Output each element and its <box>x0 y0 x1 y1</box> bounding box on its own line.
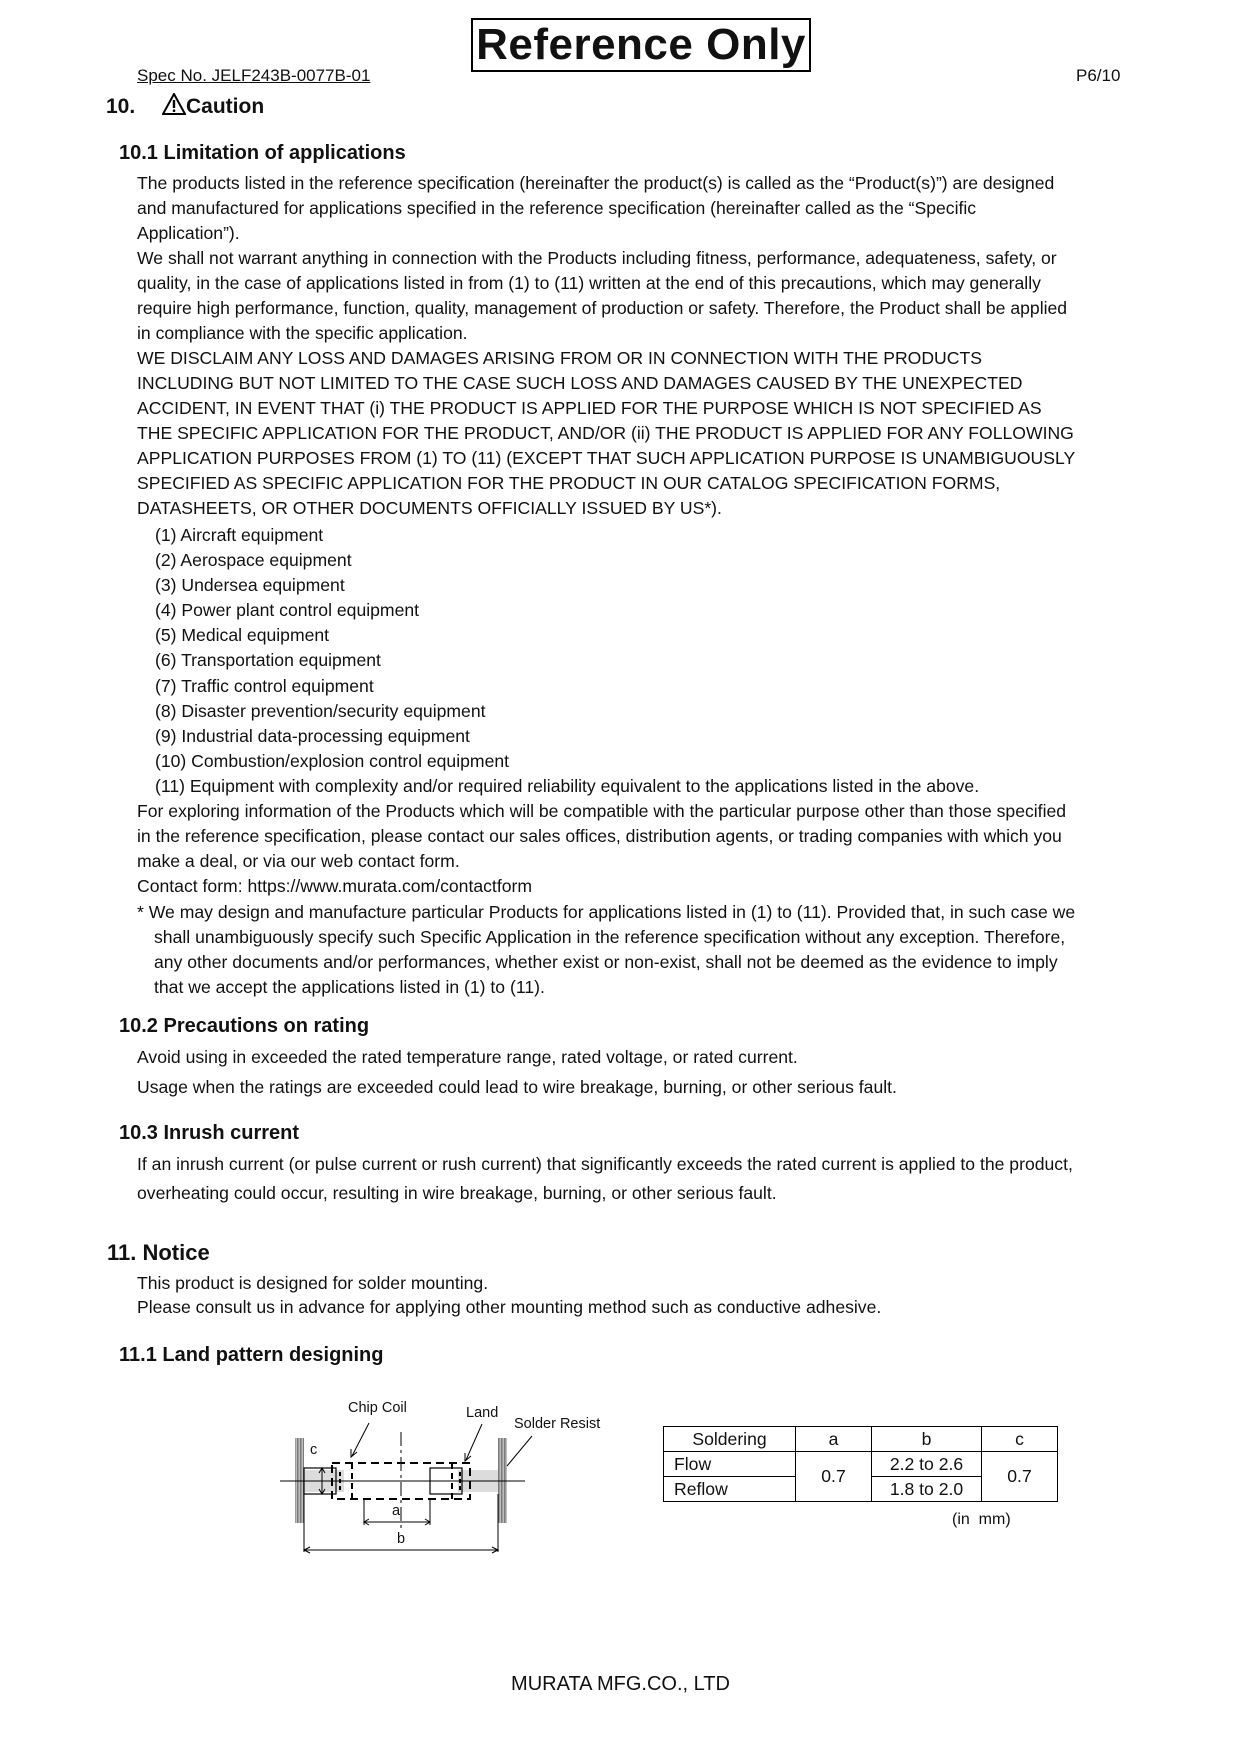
contact-paragraph <box>137 799 1066 899</box>
footnote-line: that we accept the applications listed in (1) to (11). <box>154 977 545 997</box>
paragraph-line: We shall not warrant anything in connection with the Products including fitness, performance, adequateness, safety, or <box>137 248 1057 268</box>
paragraph-line: SPECIFIED AS SPECIFIC APPLICATION FOR THE PRODUCT IN OUR CATALOG SPECIFICATION FORMS, <box>137 473 1001 493</box>
land-label: Land <box>466 1405 499 1421</box>
footnote-line: shall unambiguously specify such Specific Application in the reference specification without any exception. Therefore, <box>154 927 1066 947</box>
table-cell: 0.7 <box>796 1452 872 1502</box>
paragraph-line: in compliance with the specific application. <box>137 323 468 343</box>
section-11-line: Please consult us in advance for applying other mounting method such as conductive adhesive. <box>137 1297 882 1317</box>
section-11-title: 11. Notice <box>107 1240 210 1265</box>
section-11-1-title: 11.1 Land pattern designing <box>119 1344 384 1366</box>
paragraph-line: DATASHEETS, OR OTHER DOCUMENTS OFFICIALLY ISSUED BY US*). <box>137 498 722 518</box>
application-list <box>155 523 979 799</box>
company-footer: MURATA MFG.CO., LTD <box>511 1673 730 1695</box>
unit-note: (in mm) <box>952 1511 1011 1528</box>
footnote <box>137 900 1075 1000</box>
paragraph-line: quality, in the case of applications listed in from (1) to (11) written at the end of this precautions, which may generally <box>137 273 1041 293</box>
dimension-c-label: c <box>310 1442 318 1458</box>
section-10-2-line: Avoid using in exceeded the rated temperature range, rated voltage, or rated current. <box>137 1047 798 1067</box>
paragraph-line: require high performance, function, quality, management of production or safety. Therefore, the Product shall be applied <box>137 298 1068 318</box>
section-11-line: This product is designed for solder mounting. <box>137 1273 489 1293</box>
list-item: (5) Medical equipment <box>155 625 330 646</box>
paragraph-line: APPLICATION PURPOSES FROM (1) TO (11) (EXCEPT THAT SUCH APPLICATION PURPOSE IS UNAMBIGUOUSLY <box>137 448 1076 468</box>
list-item: (4) Power plant control equipment <box>155 600 420 621</box>
land-pattern-table <box>663 1426 1058 1502</box>
paragraph-line: The products listed in the reference specification (hereinafter the product(s) is called as the “Product(s)”) are designed <box>137 173 1055 193</box>
table-cell: 0.7 <box>982 1452 1058 1502</box>
dimension-b-label: b <box>397 1531 406 1547</box>
table-header: c <box>982 1427 1058 1452</box>
land-pattern-diagram <box>270 1400 630 1570</box>
paragraph-line: THE SPECIFIC APPLICATION FOR THE PRODUCT, AND/OR (ii) THE PRODUCT IS APPLIED FOR ANY FOLLOWING <box>137 423 1074 443</box>
table-cell: Flow <box>664 1452 796 1477</box>
paragraph-line: make a deal, or via our web contact form. <box>137 851 460 871</box>
table-header: b <box>872 1427 982 1452</box>
paragraph-line: and manufactured for applications specified in the reference specification (hereinafter called as the “Specific <box>137 198 977 218</box>
paragraph-line: WE DISCLAIM ANY LOSS AND DAMAGES ARISING FROM OR IN CONNECTION WITH THE PRODUCTS <box>137 348 982 368</box>
list-item: (6) Transportation equipment <box>155 650 381 671</box>
table-header-row <box>664 1427 1058 1452</box>
reference-only-stamp: Reference Only <box>471 18 811 72</box>
table-cell: 1.8 to 2.0 <box>872 1477 982 1502</box>
table-header: Soldering <box>664 1427 796 1452</box>
section-10-title: Caution <box>186 95 265 118</box>
section-10-1-title: 10.1 Limitation of applications <box>119 142 406 164</box>
section-10-2-title: 10.2 Precautions on rating <box>119 1015 370 1037</box>
table-cell: Reflow <box>664 1477 796 1502</box>
contact-form-link[interactable]: Contact form: https://www.murata.com/contactform <box>137 876 533 896</box>
section-10-1-body <box>137 171 1075 521</box>
list-item: (11) Equipment with complexity and/or required reliability equivalent to the applications listed in the above. <box>155 775 980 796</box>
paragraph-line: in the reference specification, please contact our sales offices, distribution agents, or trading companies with which you <box>137 826 1062 846</box>
list-item: (7) Traffic control equipment <box>155 675 374 696</box>
list-item: (2) Aerospace equipment <box>155 550 352 571</box>
table-cell: 2.2 to 2.6 <box>872 1452 982 1477</box>
section-10-number: 10. <box>106 95 136 118</box>
section-10-3-line: overheating could occur, resulting in wire breakage, burning, or other serious fault. <box>137 1183 777 1203</box>
list-item: (1) Aircraft equipment <box>155 525 324 545</box>
table-header: a <box>796 1427 872 1452</box>
list-item: (10) Combustion/explosion control equipment <box>155 750 510 771</box>
spec-number: Spec No. JELF243B-0077B-01 <box>137 66 371 85</box>
paragraph-line: INCLUDING BUT NOT LIMITED TO THE CASE SUCH LOSS AND DAMAGES CAUSED BY THE UNEXPECTED <box>137 373 1023 393</box>
land-pattern-table-wrap <box>663 1426 1058 1502</box>
solder-resist-label: Solder Resist <box>514 1416 601 1432</box>
footnote-line: * We may design and manufacture particular Products for applications listed in (1) to (11). Provided that, in such case we <box>137 902 1076 922</box>
section-10-2-line: Usage when the ratings are exceeded could lead to wire breakage, burning, or other serious fault. <box>137 1077 897 1097</box>
page-number: P6/10 <box>1076 66 1121 85</box>
warning-icon <box>162 93 186 115</box>
section-10-3-title: 10.3 Inrush current <box>119 1122 300 1144</box>
paragraph-line: ACCIDENT, IN EVENT THAT (i) THE PRODUCT IS APPLIED FOR THE PURPOSE WHICH IS NOT SPECIFIED AS <box>137 398 1042 418</box>
paragraph-line: For exploring information of the Products which will be compatible with the particular purpose other than those specified <box>137 801 1067 821</box>
section-10-heading <box>106 93 264 119</box>
dimension-a-label: a <box>392 1503 401 1519</box>
paragraph-line: Application”). <box>137 223 240 243</box>
section-10-3-line: If an inrush current (or pulse current or rush current) that significantly exceeds the rated current is applied to the product, <box>137 1154 1073 1174</box>
list-item: (9) Industrial data-processing equipment <box>155 725 470 746</box>
list-item: (3) Undersea equipment <box>155 575 345 596</box>
chip-coil-label: Chip Coil <box>348 1400 407 1416</box>
list-item: (8) Disaster prevention/security equipment <box>155 700 486 721</box>
table-row <box>664 1452 1058 1477</box>
footnote-line: any other documents and/or performances, whether exist or non-exist, shall not be deemed as the evidence to imply <box>154 952 1058 972</box>
